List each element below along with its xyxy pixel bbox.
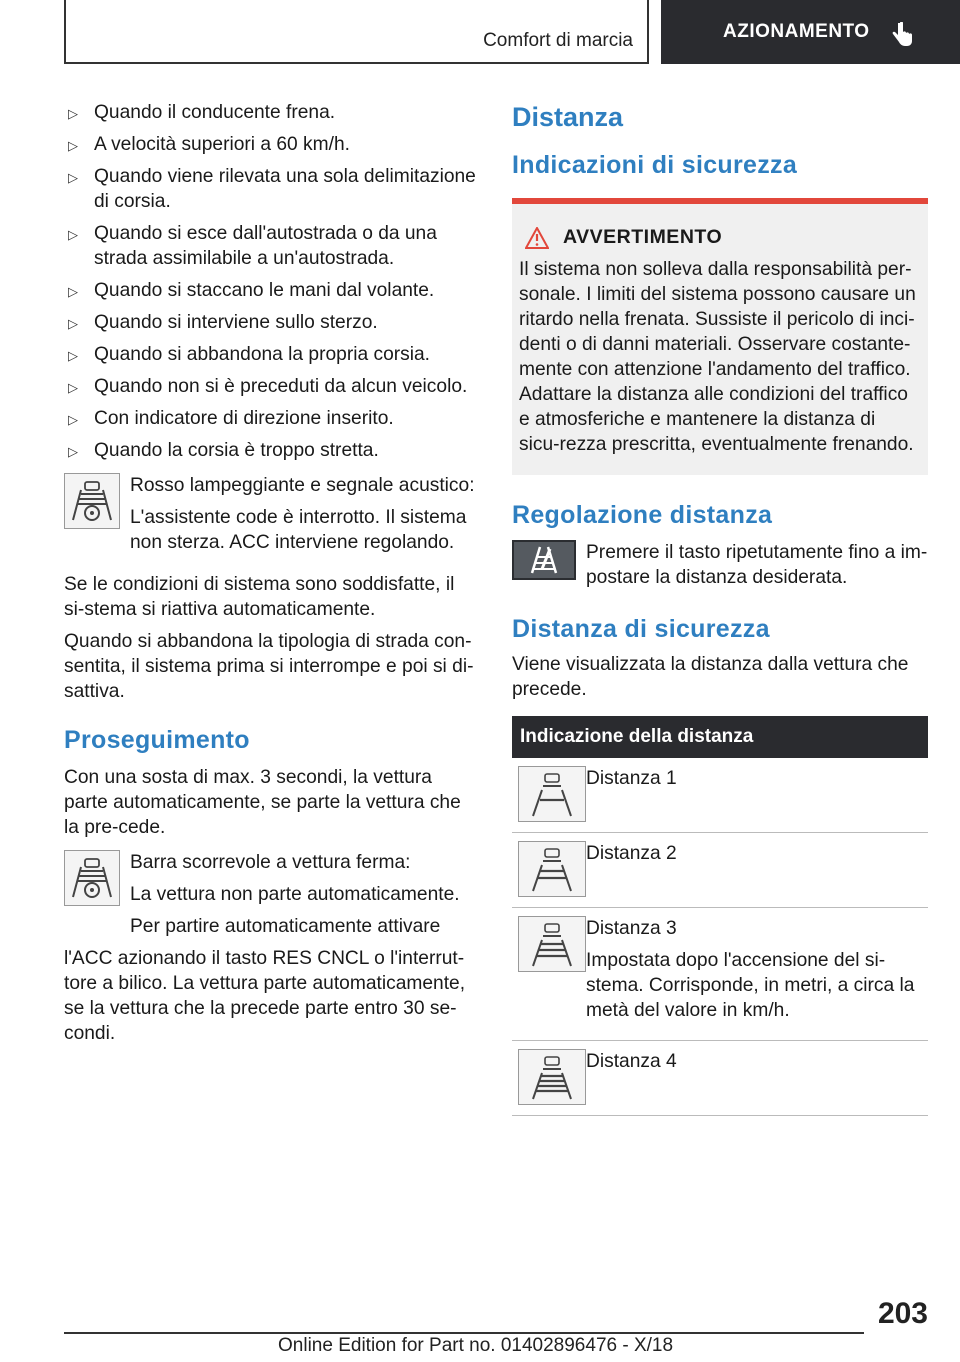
warning-triangle-icon	[525, 227, 549, 249]
list-item: ▷ Quando il conducente frena.	[64, 100, 476, 125]
road-type-paragraph: Quando si abbandona la tipologia di strada con‐sentita, il sistema prima si interrompe e poi si di‐sattiva.	[64, 631, 474, 702]
list-item: ▷ Quando la corsia è troppo stretta.	[64, 438, 476, 463]
icon-caption-bar-start: Per partire automaticamente attivare	[130, 916, 441, 937]
triangle-bullet-icon: ▷	[68, 138, 78, 153]
icon-caption-bar-detail: La vettura non parte automaticamente.	[130, 884, 460, 905]
footer-edition: Online Edition for Part no. 01402896476 - X/18	[278, 1335, 674, 1356]
triangle-bullet-icon: ▷	[68, 284, 78, 299]
list-item: ▷ Quando si abbandona la propria corsia.	[64, 342, 476, 367]
distance-3-label: Distanza 3	[586, 918, 677, 939]
distance-3-note: Impostata dopo l'accensione del si‐stema. Corrisponde, in metri, a circa la metà del valore in km/h.	[586, 950, 915, 1021]
page-number: 203	[877, 1297, 928, 1330]
distance-3-icon	[518, 916, 586, 972]
distance-2-label: Distanza 2	[586, 843, 677, 864]
restart-paragraph: l'ACC azionando il tasto RES CNCL o l'interrut‐tore a bilico. La vettura parte automaticamente, se la vettura che la precede parte entro 30 se‐condi.	[64, 948, 466, 1044]
triangle-bullet-icon: ▷	[68, 227, 78, 242]
list-item: ▷ A velocità superiori a 60 km/h.	[64, 132, 476, 157]
reactivation-paragraph: Se le condizioni di sistema sono soddisfatte, il si‐stema si riattiva automaticamente.	[64, 574, 455, 620]
steering-assist-bar-icon	[64, 850, 120, 906]
left-column	[64, 100, 476, 1053]
distance-1-label: Distanza 1	[586, 768, 677, 789]
triangle-bullet-icon: ▷	[68, 316, 78, 331]
table-row	[512, 908, 928, 1041]
header-chapter-title: AZIONAMENTO	[723, 21, 870, 42]
list-item: ▷ Quando si staccano le mani dal volante.	[64, 278, 476, 303]
list-item: ▷ Con indicatore di direzione inserito.	[64, 406, 476, 431]
table-row	[512, 833, 928, 908]
warning-text: Il sistema non solleva dalla responsabilità per‐sonale. I limiti del sistema possono causare un ritardo nella frenata. Sussiste il pericolo di inci‐denti o di danni materiali. Osservare costante‐mente con attenzione l'andamento del traffico. Adattare la distanza alle condizioni del traffico e atmosferiche e mantenere la distanza di sicu‐rezza prescritta, eventualmente frenando.	[519, 259, 916, 455]
steering-assist-icon	[64, 473, 120, 529]
icon-caption-red: Rosso lampeggiante e segnale acustico:	[130, 475, 475, 496]
condition-list	[64, 100, 476, 463]
triangle-bullet-icon: ▷	[68, 444, 78, 459]
distance-4-label: Distanza 4	[586, 1051, 677, 1072]
list-item: ▷ Quando non si è preceduti da alcun veicolo.	[64, 374, 476, 399]
heading-regolazione: Regolazione distanza	[512, 501, 773, 529]
steering-assist-red-indicator	[64, 473, 476, 562]
pointing-hand-icon	[890, 22, 914, 48]
distance-2-icon	[518, 841, 586, 897]
footer-divider	[64, 1332, 864, 1334]
triangle-bullet-icon: ▷	[68, 412, 78, 427]
list-item: ▷ Quando viene rilevata una sola delimitazione di corsia.	[68, 166, 476, 212]
list-item: ▷ Quando si interviene sullo sterzo.	[64, 310, 476, 335]
heading-safety: Indicazioni di sicurezza	[512, 151, 798, 179]
header-section-title: Comfort di marcia	[483, 30, 633, 51]
header-section-box	[64, 0, 649, 64]
icon-caption-bar: Barra scorrevole a vettura ferma:	[130, 852, 411, 873]
page-title: Distanza	[512, 102, 624, 132]
triangle-bullet-icon: ▷	[68, 170, 78, 185]
table-row	[512, 758, 928, 833]
header-chapter-box	[661, 0, 960, 64]
distance-button-row	[512, 540, 928, 597]
icon-caption-red-detail: L'assistente code è interrotto. Il sistema non sterza. ACC interviene regolando.	[130, 507, 467, 553]
distance-table	[512, 716, 928, 1116]
sicurezza-text: Viene visualizzata la distanza dalla vettura che precede.	[512, 654, 909, 700]
table-row	[512, 1041, 928, 1116]
heading-sicurezza: Distanza di sicurezza	[512, 615, 770, 643]
triangle-bullet-icon: ▷	[68, 380, 78, 395]
distance-4-icon	[518, 1049, 586, 1105]
triangle-bullet-icon: ▷	[68, 106, 78, 121]
warning-box	[512, 198, 928, 475]
table-header: Indicazione della distanza	[512, 716, 928, 758]
warning-label: AVVERTIMENTO	[563, 226, 723, 248]
regolazione-text: Premere il tasto ripetutamente fino a im‐postare la distanza desiderata.	[586, 542, 928, 588]
right-column	[512, 100, 928, 1116]
list-item: ▷ Quando si esce dall'autostrada o da una strada assimilabile a un'autostrada.	[68, 223, 437, 269]
heading-proseguimento: Proseguimento	[64, 726, 250, 754]
triangle-bullet-icon: ▷	[68, 348, 78, 363]
distance-key-icon	[512, 540, 576, 580]
distance-1-icon	[518, 766, 586, 822]
proseguimento-paragraph: Con una sosta di max. 3 secondi, la vettura parte automaticamente, se parte la vettura che la pre‐cede.	[64, 767, 461, 838]
steering-assist-bar-indicator	[64, 850, 476, 946]
